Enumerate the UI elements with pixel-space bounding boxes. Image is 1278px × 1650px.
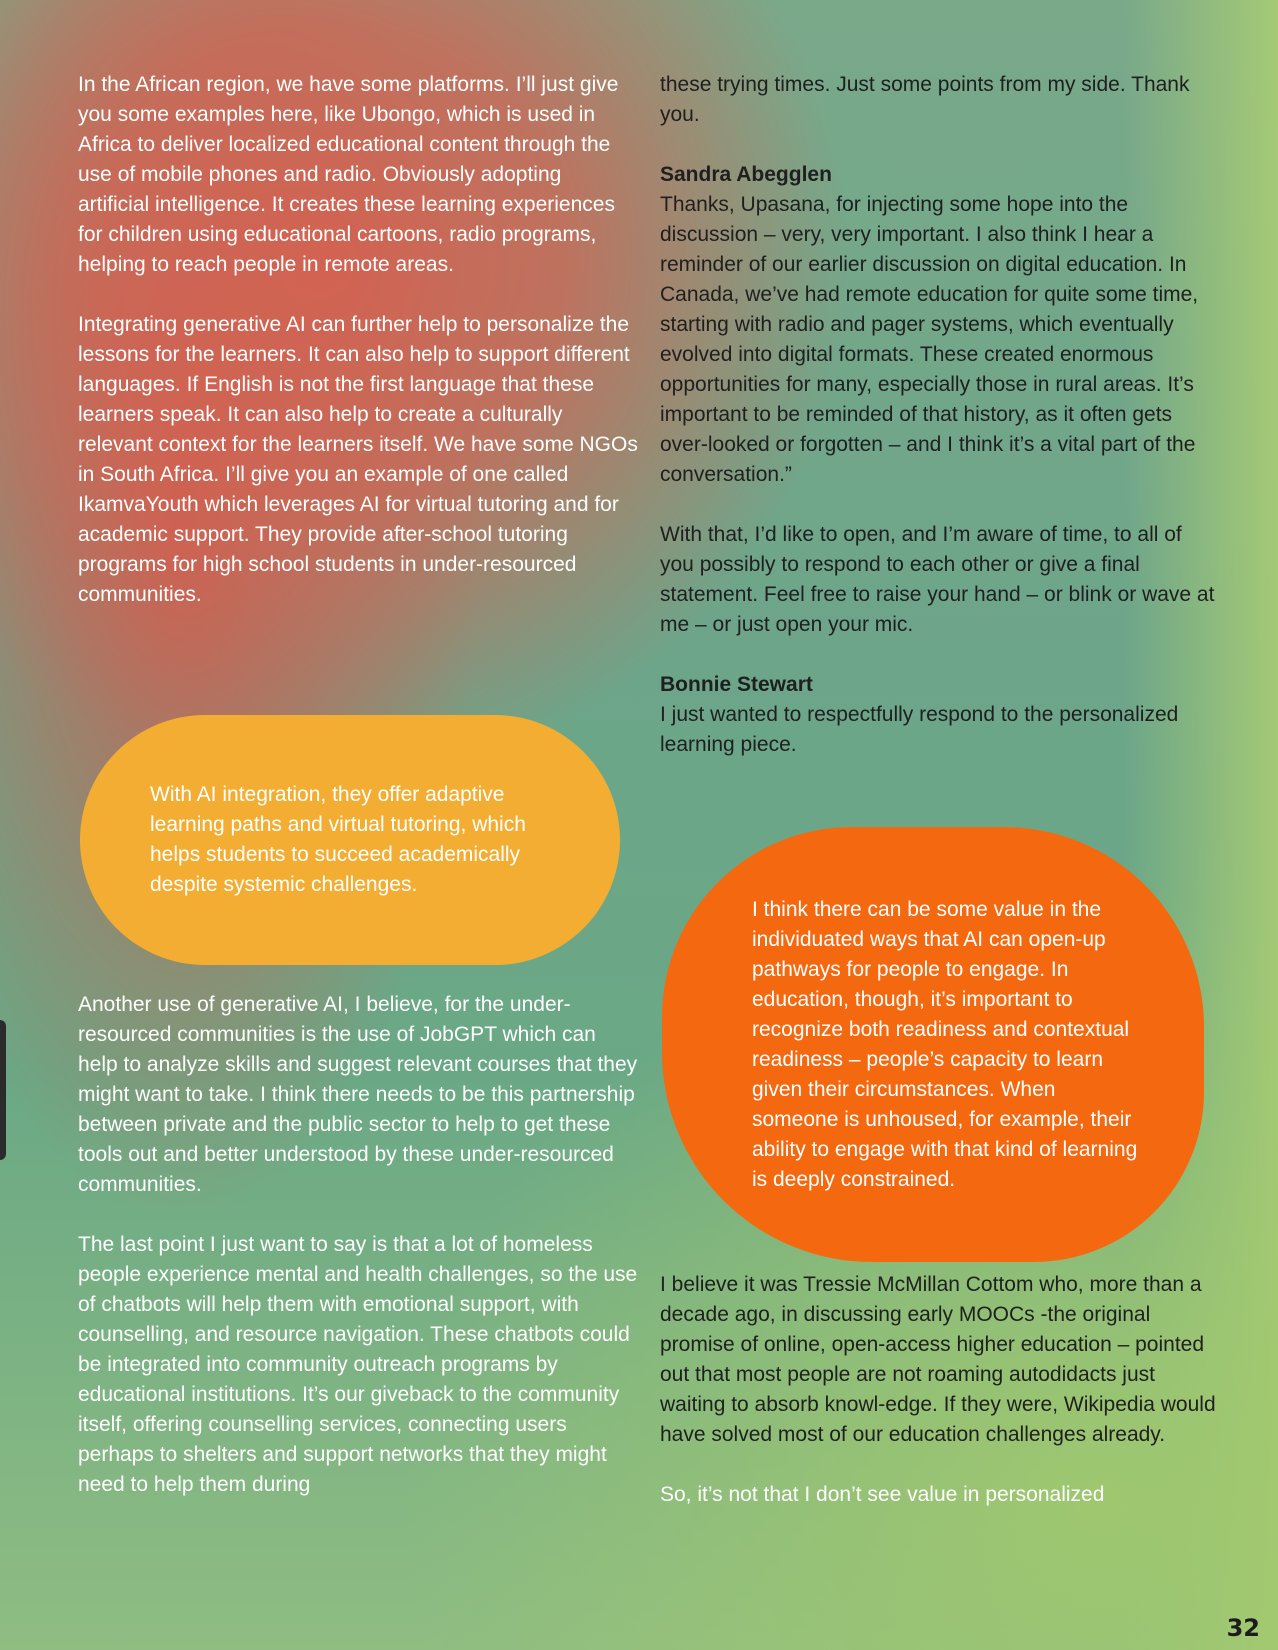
left-paragraph-2: Integrating generative AI can further help to personalize the lessons for the learners. It can also help to support different languages. If English is not the first language that these learners speak. It can also help to create a culturally relevant context for the learners itself. We have some NGOs in South Africa. I’ll give you an example of one called IkamvaYouth which leverages AI for virtual tutoring and for academic support. They provide after-school tutoring programs for high school students in under-resourced communities. (78, 313, 638, 606)
right-column (660, 70, 1220, 1540)
right-paragraph-1: these trying times. Just some points from my side. Thank you. (660, 73, 1190, 126)
pull-quote-orange-text: I think there can be some value in the individuated ways that AI can open-up pathways for people to engage. In education, though, it’s important to recognize both readiness and contextual readiness – people’s capacity to learn given their circumstances. When someone is unhoused, for example, their ability to engage with that kind of learning is deeply constrained. (752, 897, 1138, 1191)
speaker-name-sandra: Sandra Abegglen (660, 163, 832, 186)
right-paragraph-6: So, it’s not that I don’t see value in personalized (660, 1483, 1105, 1506)
speaker-block-1 (660, 160, 1220, 490)
speaker-block-2 (660, 670, 1220, 760)
right-paragraph-2: Thanks, Upasana, for injecting some hope into the discussion – very, very important. I also think I hear a reminder of our earlier discussion on digital education. In Canada, we’ve had remote education for quite some time, starting with radio and pager systems, which eventually evolved into digital formats. These created enormous opportunities for many, especially those in rural areas. It’s important to be reminded of that history, as it often gets over-looked or forgotten – and I think it’s a vital part of the conversation.” (660, 193, 1199, 486)
speaker-name-bonnie: Bonnie Stewart (660, 673, 813, 696)
right-paragraph-3: With that, I’d like to open, and I’m aware of time, to all of you possibly to respond to each other or give a final statement. Feel free to raise your hand – or blink or wave at me – or just open your mic. (660, 523, 1215, 636)
pull-quote-yellow-text: With AI integration, they offer adaptive learning paths and virtual tutoring, which helps students to succeed academically despite systemic challenges. (150, 783, 526, 896)
left-paragraph-1: In the African region, we have some platforms. I’ll just give you some examples here, like Ubongo, which is used in Africa to deliver localized educational content through the use of mobile phones and radio. Obviously adopting artificial intelligence. It creates these learning experiences for children using educational cartoons, radio programs, helping to reach people in remote areas. (78, 73, 619, 276)
left-paragraph-3: Another use of generative AI, I believe, for the under-resourced communities is the use of JobGPT which can help to analyze skills and suggest relevant courses that they might want to take. I think there needs to be this partnership between private and the public sector to help to get these tools out and better understood by these under-resourced communities. (78, 993, 638, 1196)
pull-quote-orange (662, 827, 1204, 1262)
right-paragraph-5: I believe it was Tressie McMillan Cottom who, more than a decade ago, in discussing early MOOCs -the original promise of online, open-access higher education – pointed out that most people are not roaming autodidacts just waiting to absorb knowl-edge. If they were, Wikipedia would have solved most of our education challenges already. (660, 1273, 1216, 1446)
page-number: 32 (1226, 1614, 1260, 1642)
pull-quote-yellow (80, 715, 620, 965)
right-paragraph-4: I just wanted to respectfully respond to the personalized learning piece. (660, 703, 1179, 756)
edge-tab-decoration (0, 1020, 6, 1160)
left-paragraph-4: The last point I just want to say is that a lot of homeless people experience mental and health challenges, so the use of chatbots will help them with emotional support, with counselling, and resource navigation. These chatbots could be integrated into community outreach programs by educational institutions. It’s our giveback to the community itself, offering counselling services, connecting users perhaps to shelters and support networks that they might need to help them during (78, 1233, 638, 1496)
